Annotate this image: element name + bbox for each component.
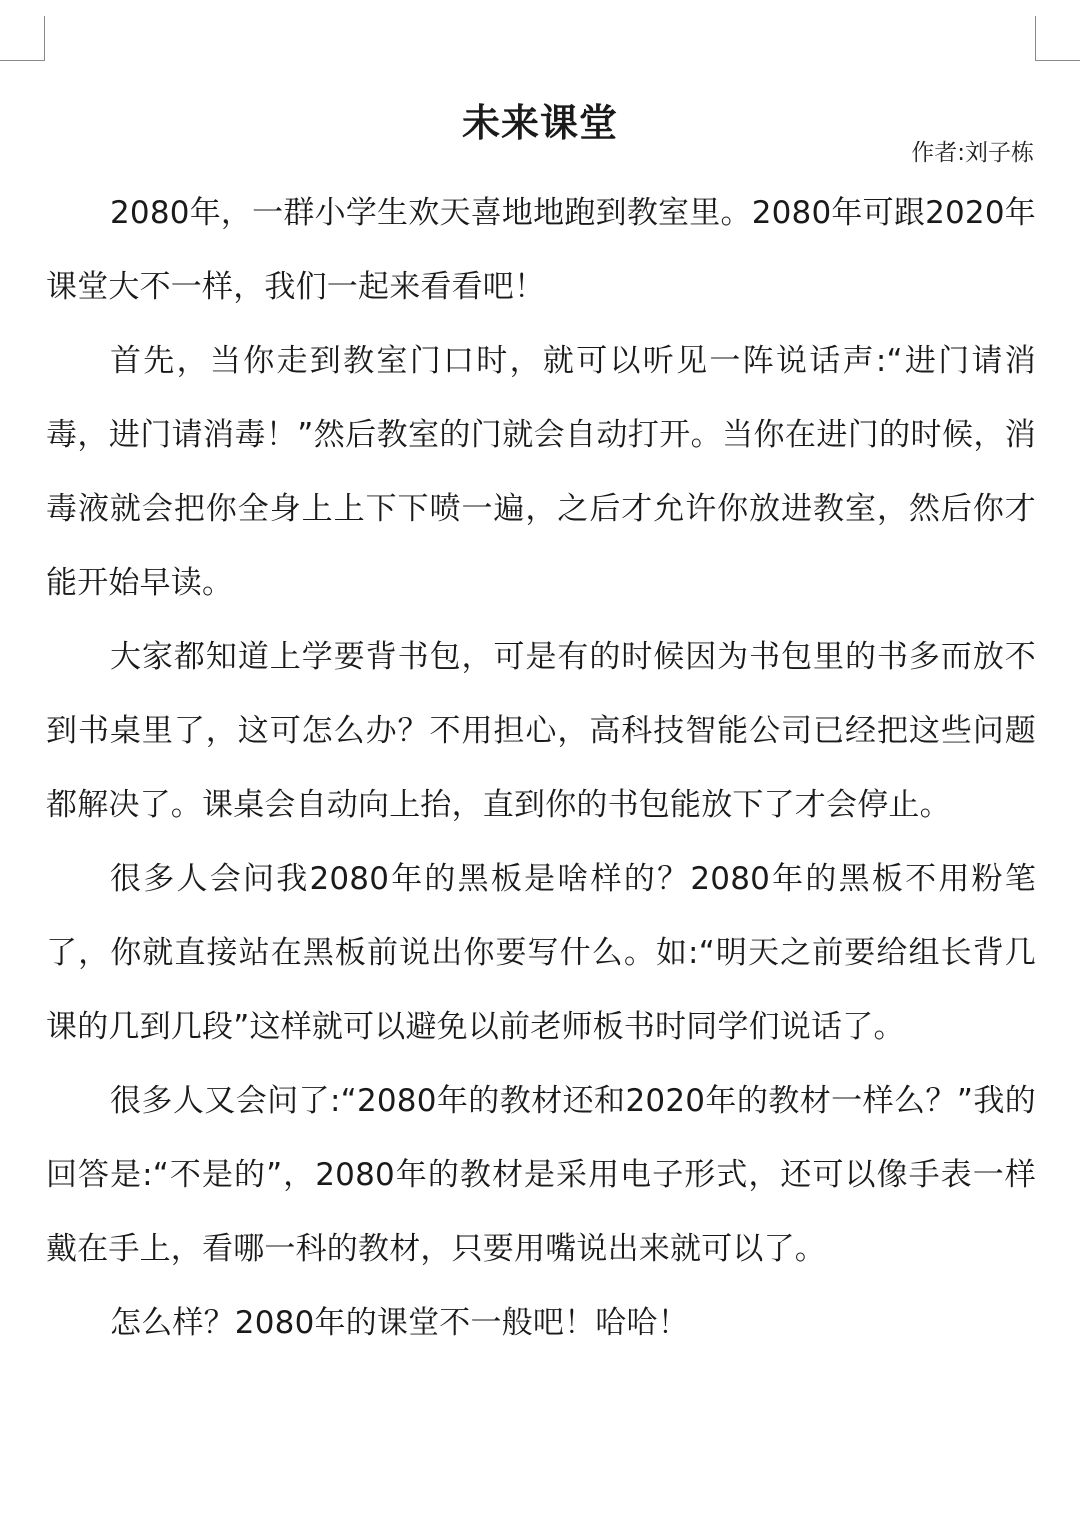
paragraph-2: 首先，当你走到教室门口时，就可以听见一阵说话声:“进门请消毒，进门请消毒！”然后教室的门就会自动打开。当你在进门的时候，消毒液就会把你全身上上下下喷一遍，之后才允许你放进教室，然后你才能开始早读。 [46, 343, 1036, 601]
author-line: 作者:刘子栋 [911, 140, 1034, 166]
document-body [46, 176, 1036, 1360]
page-corner-mark-top-right [1035, 16, 1080, 61]
paragraph-6: 怎么样？2080年的课堂不一般吧！哈哈！ [110, 1305, 689, 1341]
paragraph-5: 很多人又会问了:“2080年的教材还和2020年的教材一样么？”我的回答是:“不是的”，2080年的教材是采用电子形式，还可以像手表一样戴在手上，看哪一科的教材，只要用嘴说出来就可以了。 [46, 1083, 1036, 1267]
paragraph-3: 大家都知道上学要背书包，可是有的时候因为书包里的书多而放不到书桌里了，这可怎么办？不用担心，高科技智能公司已经把这些问题都解决了。课桌会自动向上抬，直到你的书包能放下了才会停止。 [46, 639, 1036, 823]
paragraph-4: 很多人会问我2080年的黑板是啥样的？2080年的黑板不用粉笔了，你就直接站在黑板前说出你要写什么。如:“明天之前要给组长背几课的几到几段”这样就可以避免以前老师板书时同学们说话了。 [46, 861, 1036, 1045]
document-title: 未来课堂 [461, 101, 618, 146]
paragraph-1: 2080年，一群小学生欢天喜地地跑到教室里。2080年可跟2020年课堂大不一样，我们一起来看看吧！ [46, 195, 1036, 305]
page-corner-mark-top-left [0, 16, 45, 61]
